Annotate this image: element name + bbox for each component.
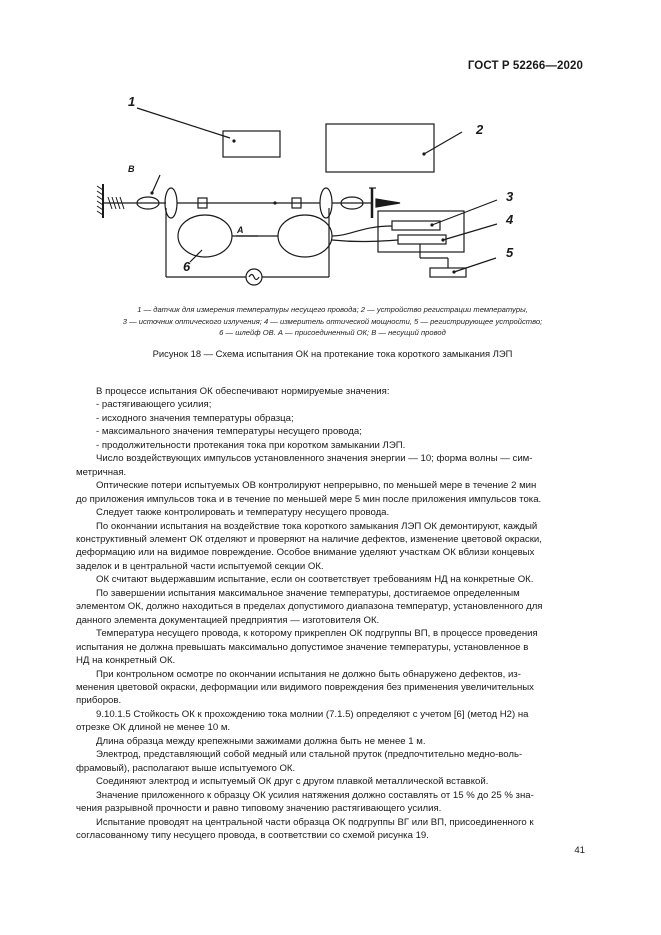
body-line: Электрод, представляющий собой медный или стальной пруток (предпочтительно медно-воль- [96, 749, 523, 761]
figure-caption: Рисунок 18 — Схема испытания ОК на протекание тока короткого замыкания ЛЭП [152, 348, 513, 359]
label-6: 6 [183, 259, 191, 274]
body-line: По окончании испытания на воздействие тока короткого замыкания ЛЭП ОК демонтируют, каждый [96, 520, 538, 532]
body-line: Испытание проводят на центральной части образца ОК подгруппы ВГ или ВП, присоединенного к [96, 816, 534, 828]
body-line: чения разрывной прочности и равно типовому значению растягивающего усилия. [76, 803, 442, 815]
body-line: Соединяют электрод и испытуемый ОК друг с другом плавкой металлической вставкой. [96, 776, 489, 788]
label-3: 3 [506, 189, 514, 204]
body-line: - растягивающего усилия; [96, 399, 212, 411]
body-line: заделок и в центральной части испытуемой секции ОК. [76, 560, 324, 572]
body-line: - максимального значения температуры несущего провода; [96, 426, 362, 438]
label-4: 4 [506, 212, 514, 227]
body-line: согласованному типу несущего провода, в соответствии со схемой рисунка 19. [76, 829, 429, 841]
sensor-box-1 [223, 131, 280, 157]
body-line: фрамовый), располагают выше испытуемого ОК. [76, 762, 296, 774]
body-line: данного элемента документацией предприятия — изготовителя ОК. [76, 614, 380, 626]
body-line: метричная. [76, 466, 127, 478]
legend-line: 1 — датчик для измерения температуры несущего провода; 2 — устройство регистрации температуры, [137, 305, 528, 314]
body-line: менения цветовой окраски, деформации или видимого повреждения без применения увеличительных [76, 681, 534, 693]
body-line: испытания не должна превышать максимально допустимое значение температуры, установленное в [76, 641, 529, 653]
test-scheme-diagram [0, 0, 661, 300]
figure-legend [60, 304, 605, 339]
body-line: - продолжительности протекания тока при коротком замыкании ЛЭП. [96, 439, 406, 451]
label-B: В [128, 164, 135, 174]
label-5: 5 [506, 245, 514, 260]
body-line: отрезке ОК длиной не менее 10 м. [76, 722, 231, 734]
body-line: 9.10.1.5 Стойкость ОК к прохождению тока молнии (7.1.5) определяют с учетом [6] (метод Н2) на [96, 708, 529, 720]
recorder-box-2 [326, 124, 434, 172]
body-text [76, 385, 586, 842]
body-line: НД на конкретный ОК. [76, 655, 176, 667]
legend-line: 6 — шлейф ОВ. А — присоединенный ОК; В — несущий провод [219, 328, 446, 337]
body-line: Длина образца между крепежными зажимами должна быть не менее 1 м. [96, 735, 426, 747]
body-line: При контрольном осмотре по окончании испытания не должно быть обнаружено дефектов, из- [96, 668, 521, 680]
body-line: Значение приложенного к образцу ОК усилия натяжения должно составлять от 15 % до 25 % зна- [96, 789, 534, 801]
body-line: Число воздействующих импульсов установленного значения энергии — 10; форма волны — сим- [96, 453, 533, 465]
body-line: Температура несущего провода, к которому прикреплен ОК подгруппы ВП, в процессе проведения [96, 628, 538, 640]
label-2: 2 [476, 122, 484, 137]
meter-box-4 [398, 235, 446, 244]
body-line: приборов. [76, 695, 122, 707]
body-line: до приложения импульсов тока и в течение по меньшей мере 5 мин после приложения импульсов тока. [76, 493, 542, 505]
label-A: А [237, 225, 244, 235]
standard-number: ГОСТ Р 52266—2020 [467, 60, 583, 72]
body-line: Следует также контролировать и температуру несущего провода. [96, 507, 390, 519]
body-line: элементом ОК, должно находиться в пределах допустимого диапазона температур, установленного для [76, 601, 543, 613]
body-line: ОК считают выдержавшим испытание, если он соответствует требованиям НД на конкретные ОК. [96, 574, 534, 586]
body-line: В процессе испытания ОК обеспечивают нормируемые значения: [96, 386, 390, 397]
body-line: Оптические потери испытуемых ОВ контролируют непрерывно, по меньшей мере в течение 2 мин [96, 480, 537, 492]
body-line: деформацию или на видимое повреждение. Особое внимание уделяют участкам ОК вблизи концевых [76, 547, 535, 559]
body-line: конструктивный элемент ОК отделяют и проверяют на наличие дефектов, изменение цветовой окраски, [76, 533, 542, 545]
legend-line: 3 — источник оптического излучения; 4 — измеритель оптической мощности, 5 — регистрирующее устройство; [122, 316, 543, 326]
body-line: - исходного значения температуры образца; [96, 412, 294, 424]
page-number: 41 [574, 845, 585, 856]
label-1: 1 [128, 94, 136, 109]
body-line: По завершении испытания максимальное значение температуры, достигаемое определенным [96, 587, 520, 599]
